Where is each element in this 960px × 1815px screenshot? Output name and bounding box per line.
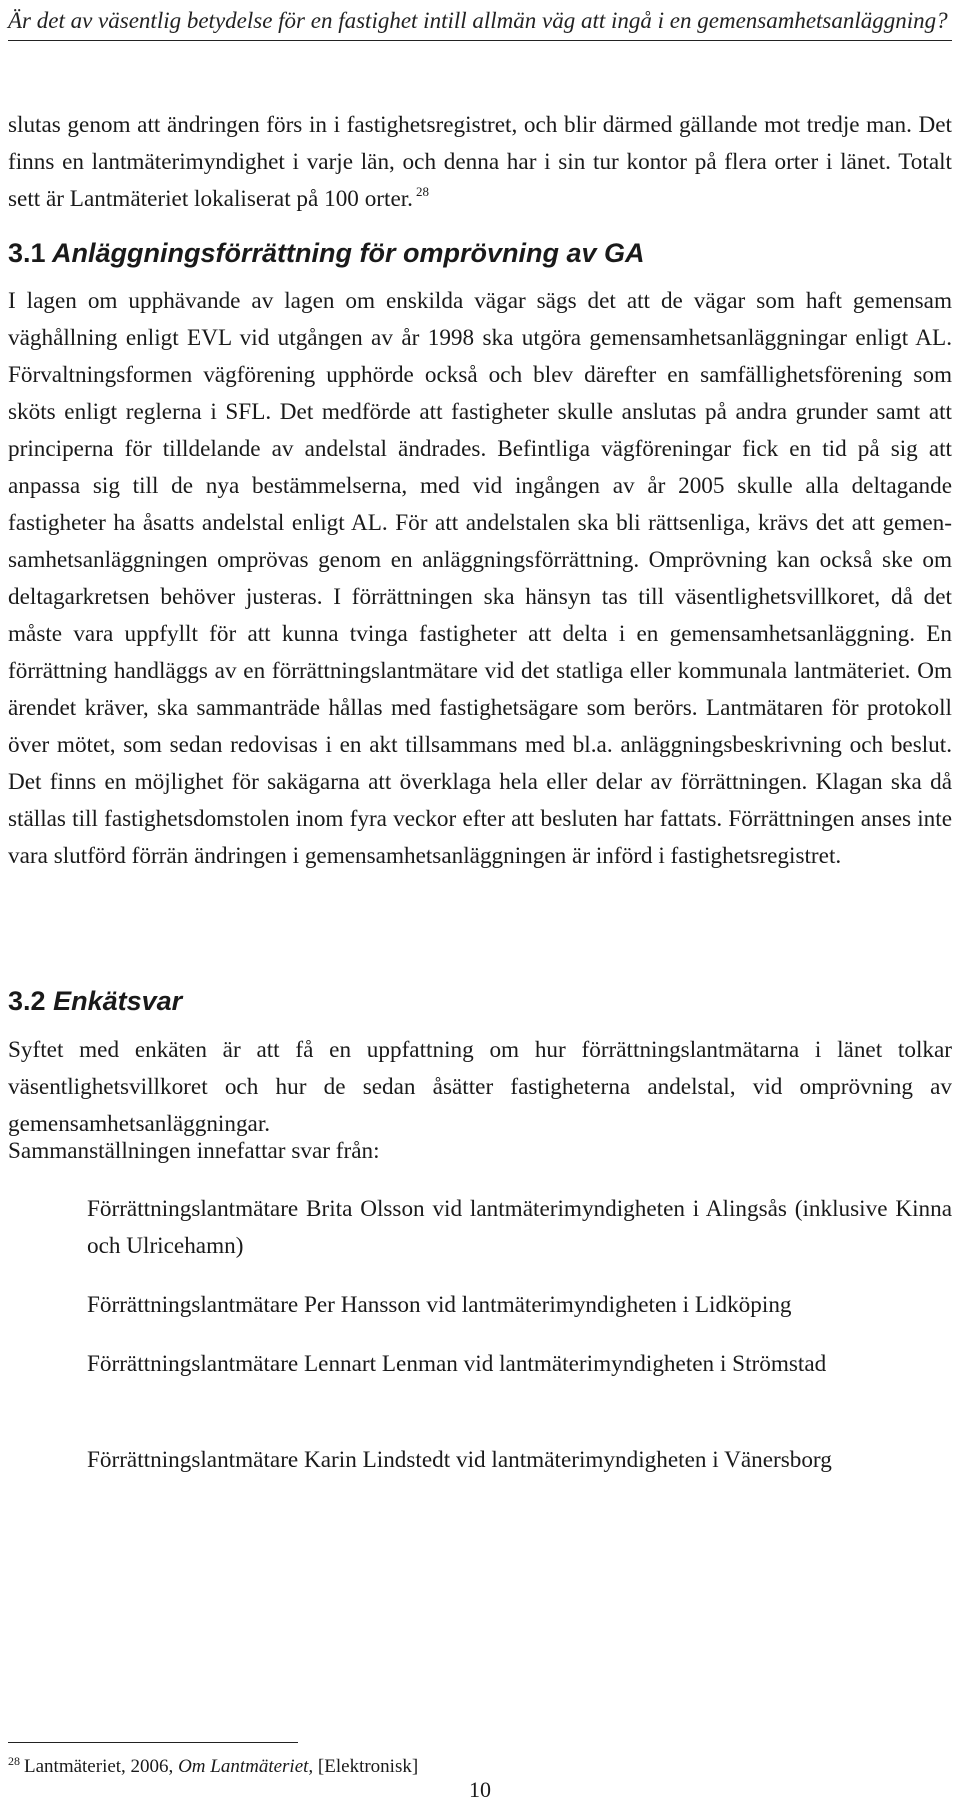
section-3-1-paragraph: I lagen om upphävande av lagen om enskilda vägar sägs det att de vägar som haft gemensam väghållning enligt EVL vid utgången av år 1998 ska utgöra gemensamhetsanläggningar enligt AL. Förvaltningsformen vägförening upphörde också och blev därefter en samfällighetsförening som sköts enligt reglerna i SFL. Det medförde att fastigheter skulle anslutas på andra grunder samt att principerna för tilldelande av andelstal ändrades. Befintliga vägföreningar fick en tid på sig att anpassa sig till de nya bestämmelserna, med vid ingången av år 2005 skulle alla deltagande fastigheter ha åsatts andelstal enligt AL. För att andelstalen ska bli rättsenliga, krävs det att gemensamhetsanläggningen omprövas genom en anläggningsförrättning. Omprövning kan också ske om deltagarkretsen behöver justeras. I förrättningen ska hänsyn tas till väsentlighetsvillkoret, då det måste vara uppfyllt för att kunna tvinga fastigheter att delta i en gemensamhetsanläggning. En förrättning handläggs av en förrättningslantmätare vid det statliga eller kommunala lantmäteriet. Om ärendet kräver, ska sammanträde hållas med fastighetsägare som berörs. Lantmätaren för protokoll över mötet, som sedan redovisas i en akt tillsammans med bl.a. anläggningsbeskrivning och beslut. Det finns en möjlighet för sakägarna att överklaga hela eller delar av förrättningen. Klagan ska då ställas till fastighetsdomstolen inom fyra veckor efter att besluten har fattats. Förrättningen anses inte vara slutförd förrän ändringen i gemensamhetsanläggningen är införd i fastighetsregistret. [8,288,952,869]
footnote-source: [Elektronisk] [313,1756,419,1777]
footnote-reference[interactable]: 28 [415,184,429,199]
footnote-rule [8,1742,298,1743]
respondent-item: Förrättningslantmätare Per Hansson vid lantmäterimyndigheten i Lidköping [87,1292,792,1318]
footnote-text: Lantmäteriet, 2006, [24,1756,179,1777]
footnote-title: Om Lantmäteriet, [178,1756,314,1777]
footnote-number: 28 [8,1754,20,1768]
respondents-intro: Sammanställningen innefattar svar från: [8,1138,380,1164]
intro-text: slutas genom att ändringen förs in i fastighetsregistret, och blir därmed gällande mot tredje man. Det finns en lantmäterimyndighet i varje län, och denna har i sin tur kontor på flera orter i länet. Totalt sett är Lantmäteriet lokaliserat på 100 orter. [8,112,952,212]
respondent-item: Förrättningslantmätare Lennart Lenman vid lantmäterimyndigheten i Strömstad [87,1351,827,1377]
intro-paragraph [8,107,952,218]
section-heading-3-1 [8,236,952,270]
section-3-2-paragraph: Syftet med enkäten är att få en uppfattning om hur förrättningslantmätarna i länet tolkar väsentlighetsvillkoret och hur de sedan åsätter fastigheterna andelstal, vid omprövning av gemensamhetsanläggningar. [8,1037,952,1137]
page-number: 10 [469,1777,491,1802]
section-title: Anläggningsförrättning för omprövning av GA [52,238,645,268]
section-heading-3-2 [8,984,952,1018]
respondent-item: Förrättningslantmätare Brita Olsson vid lantmäterimyndigheten i Alingsås (inklusive Kinna och Ulricehamn) [87,1196,952,1259]
section-title: Enkätsvar [53,986,183,1016]
section-number: 3.1 [8,238,46,268]
header-rule [8,40,952,41]
running-header: Är det av väsentlig betydelse för en fastighet intill allmän väg att ingå i en gemensamhetsanläggning? [8,8,948,33]
section-number: 3.2 [8,986,46,1016]
respondent-item: Förrättningslantmätare Karin Lindstedt vid lantmäterimyndigheten i Vänersborg [87,1447,832,1473]
